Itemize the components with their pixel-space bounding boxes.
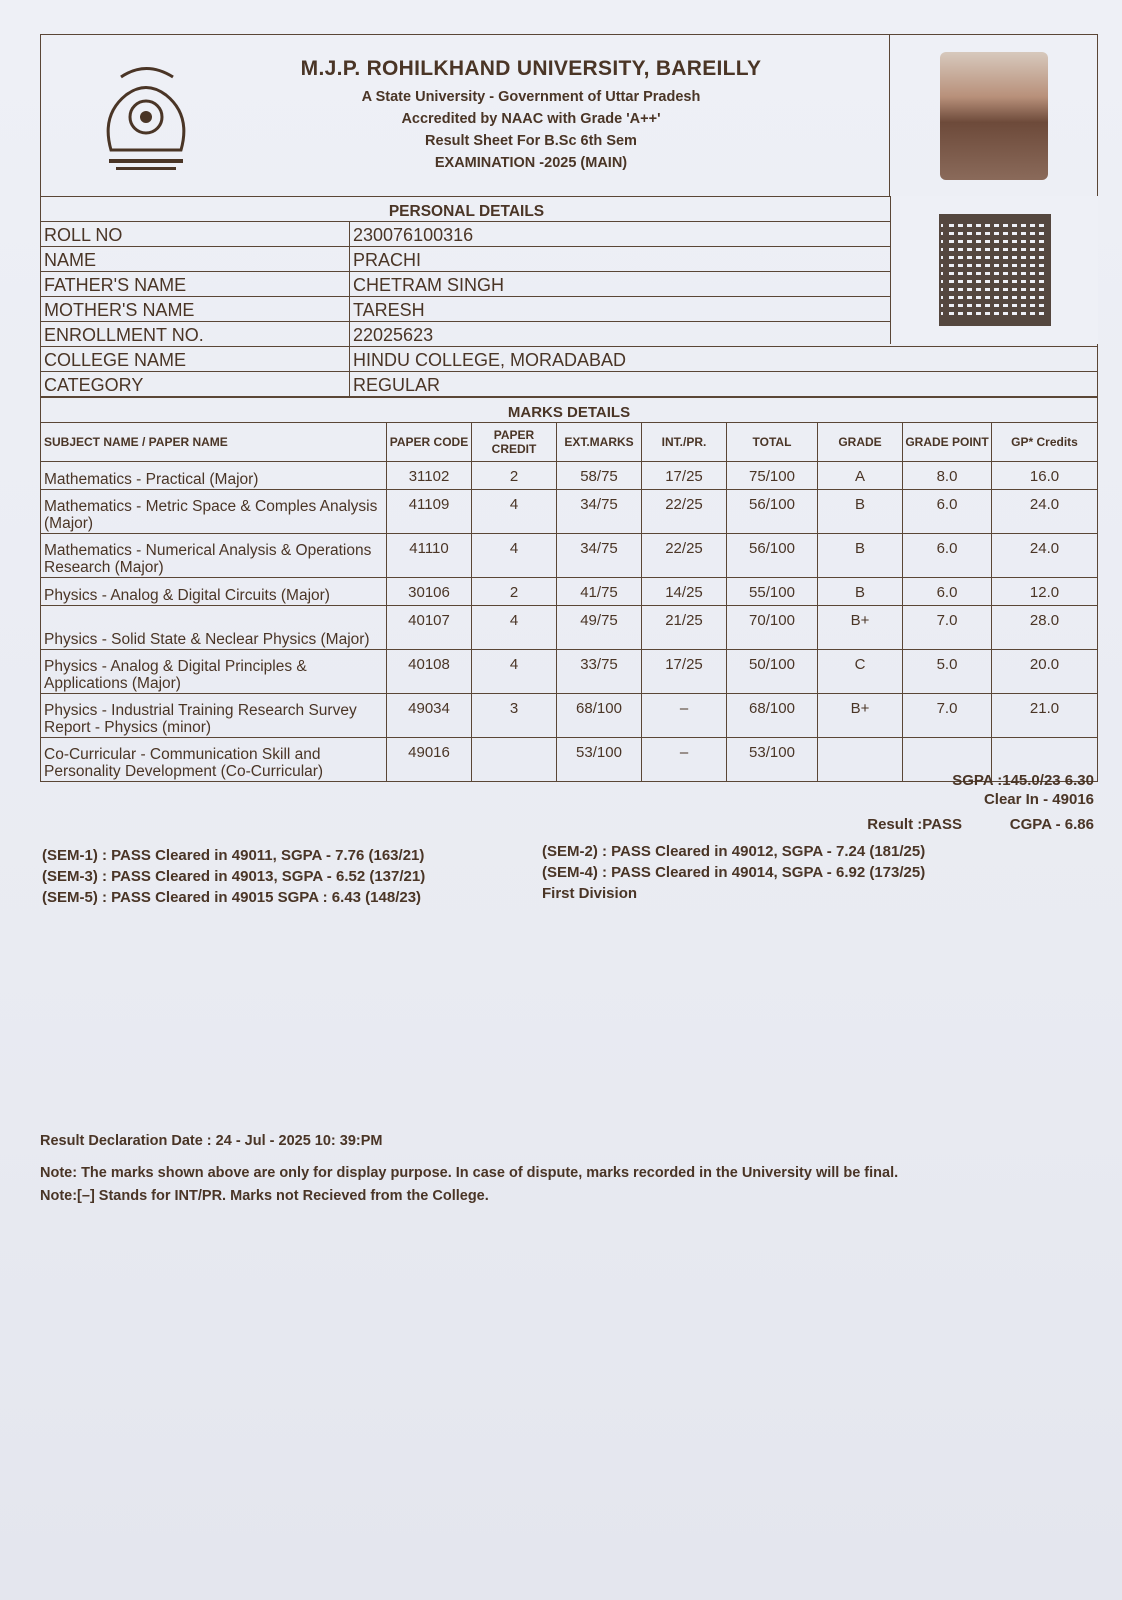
qr-code-icon: [939, 214, 1051, 326]
table-row: [41, 534, 1098, 578]
cell-total: 53/100: [727, 738, 818, 782]
cell-ext: 53/100: [557, 738, 642, 782]
label-roll: ROLL NO: [41, 222, 350, 247]
cell-ext: 49/75: [557, 606, 642, 650]
cell-ext: 34/75: [557, 534, 642, 578]
cell-total: 75/100: [727, 462, 818, 490]
table-row: [41, 738, 1098, 782]
col-gp-credits: GP* Credits: [992, 423, 1098, 462]
cell-credit: 4: [472, 534, 557, 578]
clear-in: Clear In - 49016: [983, 791, 1094, 808]
cell-credit: 4: [472, 650, 557, 694]
cell-ext: 33/75: [557, 650, 642, 694]
cell-int: 21/25: [642, 606, 727, 650]
result-status: Result :PASS: [867, 816, 962, 833]
cell-total: 55/100: [727, 578, 818, 606]
col-int: INT./PR.: [642, 423, 727, 462]
student-photo: [889, 35, 1097, 197]
cell-code: 41109: [387, 490, 472, 534]
cell-int: 17/25: [642, 650, 727, 694]
label-category: CATEGORY: [41, 372, 350, 397]
declaration-date: Result Declaration Date : 24 - Jul - 2025 10: 39:PM: [40, 1133, 383, 1149]
col-ext: EXT.MARKS: [557, 423, 642, 462]
col-subject: SUBJECT NAME / PAPER NAME: [41, 423, 387, 462]
label-father: FATHER'S NAME: [41, 272, 350, 297]
cell-gp: 8.0: [903, 462, 992, 490]
table-row: [41, 650, 1098, 694]
result-sheet: [40, 34, 1098, 782]
cell-total: 56/100: [727, 490, 818, 534]
cell-grade: C: [818, 650, 903, 694]
cell-ext: 34/75: [557, 490, 642, 534]
value-enrollment: 22025623: [350, 322, 1098, 347]
table-row: [41, 694, 1098, 738]
note-2: Note:[–] Stands for INT/PR. Marks not Recieved from the College.: [40, 1188, 489, 1204]
sgpa: SGPA :145.0/23 6.30: [952, 772, 1094, 789]
label-mother: MOTHER'S NAME: [41, 297, 350, 322]
cell-credit: [472, 738, 557, 782]
cell-grade: B+: [818, 606, 903, 650]
sem-5: (SEM-5) : PASS Cleared in 49015 SGPA : 6.43 (148/23): [42, 889, 422, 906]
value-name: PRACHI: [350, 247, 1098, 272]
col-credit: PAPER CREDIT: [472, 423, 557, 462]
cell-subject: Physics - Industrial Training Research Survey Report - Physics (minor): [41, 694, 387, 738]
marks-table: [40, 397, 1098, 782]
cell-gp: 6.0: [903, 578, 992, 606]
cell-grade: B+: [818, 694, 903, 738]
personal-details: [40, 196, 1098, 397]
cell-code: 30106: [387, 578, 472, 606]
cell-gpc: 28.0: [992, 606, 1098, 650]
qr-code: [890, 196, 1098, 344]
cell-subject: Mathematics - Numerical Analysis & Operations Research (Major): [41, 534, 387, 578]
cell-int: 22/25: [642, 490, 727, 534]
university-subtitle: A State University - Government of Uttar Pradesh: [361, 89, 701, 105]
cell-grade: B: [818, 490, 903, 534]
value-category: REGULAR: [350, 372, 1098, 397]
cell-credit: 2: [472, 578, 557, 606]
cgpa: CGPA - 6.86: [1009, 816, 1094, 833]
cell-grade: B: [818, 578, 903, 606]
cell-int: 14/25: [642, 578, 727, 606]
cell-subject: Mathematics - Practical (Major): [41, 462, 387, 490]
cell-ext: 68/100: [557, 694, 642, 738]
cell-grade: A: [818, 462, 903, 490]
label-enrollment: ENROLLMENT NO.: [41, 322, 350, 347]
col-total: TOTAL: [727, 423, 818, 462]
cell-total: 56/100: [727, 534, 818, 578]
cell-gp: 7.0: [903, 606, 992, 650]
table-row: [41, 490, 1098, 534]
cell-int: –: [642, 738, 727, 782]
col-grade: GRADE: [818, 423, 903, 462]
university-emblem-icon: [91, 55, 201, 175]
table-row: [41, 347, 1098, 372]
university-title: M.J.P. ROHILKHAND UNIVERSITY, BAREILLY: [300, 57, 762, 80]
cell-gpc: 24.0: [992, 534, 1098, 578]
cell-code: 40108: [387, 650, 472, 694]
note-1: Note: The marks shown above are only for display purpose. In case of dispute, marks recorded in the University will be final.: [40, 1165, 899, 1181]
cell-ext: 41/75: [557, 578, 642, 606]
cell-code: 49016: [387, 738, 472, 782]
cell-subject: Physics - Analog & Digital Circuits (Major): [41, 578, 387, 606]
col-code: PAPER CODE: [387, 423, 472, 462]
cell-code: 31102: [387, 462, 472, 490]
cell-int: 22/25: [642, 534, 727, 578]
cell-code: 49034: [387, 694, 472, 738]
cell-gp: 7.0: [903, 694, 992, 738]
cell-subject: Physics - Solid State & Neclear Physics (Major): [41, 606, 387, 650]
cell-gpc: 21.0: [992, 694, 1098, 738]
cell-int: 17/25: [642, 462, 727, 490]
sem-3: (SEM-3) : PASS Cleared in 49013, SGPA - 6.52 (137/21): [42, 868, 426, 885]
marks-heading: MARKS DETAILS: [41, 398, 1098, 423]
table-row: [41, 462, 1098, 490]
cell-credit: 4: [472, 490, 557, 534]
value-college: HINDU COLLEGE, MORADABAD: [350, 347, 1098, 372]
cell-gpc: 24.0: [992, 490, 1098, 534]
cell-total: 70/100: [727, 606, 818, 650]
semesters-right: [542, 841, 925, 904]
marks-header-row: [41, 423, 1098, 462]
label-name: NAME: [41, 247, 350, 272]
cell-gpc: 16.0: [992, 462, 1098, 490]
cell-ext: 58/75: [557, 462, 642, 490]
cell-code: 40107: [387, 606, 472, 650]
sem-1: (SEM-1) : PASS Cleared in 49011, SGPA - 7.76 (163/21): [42, 847, 425, 864]
cell-int: –: [642, 694, 727, 738]
value-roll: 230076100316: [350, 222, 1098, 247]
examination: EXAMINATION -2025 (MAIN): [434, 155, 628, 171]
photo-icon: [940, 52, 1048, 180]
sheet-title: Result Sheet For B.Sc 6th Sem: [425, 133, 637, 149]
cell-total: 68/100: [727, 694, 818, 738]
cell-credit: 2: [472, 462, 557, 490]
cell-subject: Co-Curricular - Communication Skill and Personality Development (Co-Curricular): [41, 738, 387, 782]
value-father: CHETRAM SINGH: [350, 272, 1098, 297]
cell-credit: 3: [472, 694, 557, 738]
cell-gp: 6.0: [903, 534, 992, 578]
cell-total: 50/100: [727, 650, 818, 694]
col-grade-point: GRADE POINT: [903, 423, 992, 462]
cell-subject: Physics - Analog & Digital Principles & Applications (Major): [41, 650, 387, 694]
cell-credit: 4: [472, 606, 557, 650]
accreditation: Accredited by NAAC with Grade 'A++': [401, 111, 661, 127]
header: [40, 34, 1098, 196]
table-row: [41, 578, 1098, 606]
semesters-left: [42, 845, 425, 908]
table-row: [41, 606, 1098, 650]
value-mother: TARESH: [350, 297, 1098, 322]
division: First Division: [542, 885, 638, 902]
cell-gpc: 20.0: [992, 650, 1098, 694]
cell-gp: 6.0: [903, 490, 992, 534]
cell-subject: Mathematics - Metric Space & Comples Analysis (Major): [41, 490, 387, 534]
sem-2: (SEM-2) : PASS Cleared in 49012, SGPA - 7.24 (181/25): [542, 843, 926, 860]
cell-gp: 5.0: [903, 650, 992, 694]
cell-grade: [818, 738, 903, 782]
label-college: COLLEGE NAME: [41, 347, 350, 372]
cell-grade: B: [818, 534, 903, 578]
cell-gpc: 12.0: [992, 578, 1098, 606]
personal-heading: PERSONAL DETAILS: [41, 197, 1098, 222]
sem-4: (SEM-4) : PASS Cleared in 49014, SGPA - 6.92 (173/25): [542, 864, 926, 881]
table-row: [41, 372, 1098, 397]
cell-code: 41110: [387, 534, 472, 578]
